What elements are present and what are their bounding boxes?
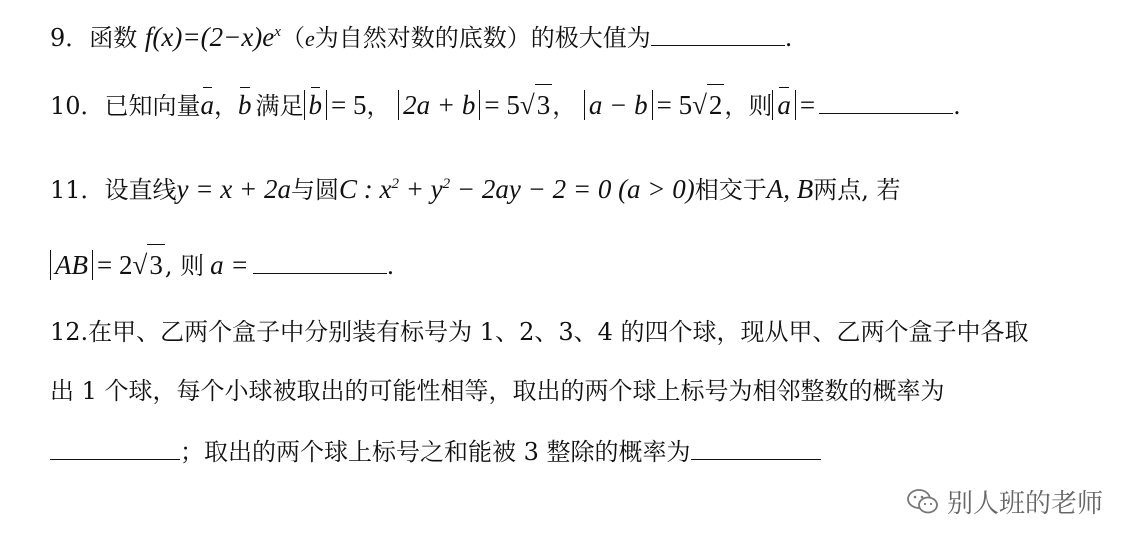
ask: a =: [210, 250, 249, 280]
question-number: 10．: [50, 92, 105, 120]
vector-a: a: [201, 85, 215, 125]
text: ，: [366, 92, 391, 120]
text: ，则: [724, 92, 773, 120]
text: 设直线: [104, 176, 177, 204]
points: A, B: [766, 174, 814, 204]
watermark: [907, 483, 1103, 520]
answer-blank[interactable]: [651, 17, 785, 46]
equals: =: [799, 90, 816, 120]
exponent: 2: [442, 176, 451, 192]
wechat-icon: [907, 488, 939, 516]
line-equation: y = x + 2a: [176, 174, 291, 204]
segment-ab: AB: [50, 250, 93, 280]
norm-a: [772, 90, 796, 120]
text: （: [280, 24, 305, 52]
period: .: [953, 92, 961, 120]
question-number: 11．: [50, 176, 105, 204]
equation-rhs: = 2: [97, 250, 133, 280]
question-12-line-2: 出 1 个球，每个小球被取出的可能性相等，取出的两个球上标号为相邻整数的概率为: [50, 377, 945, 405]
radicand: 3: [535, 84, 553, 125]
formula: [145, 22, 281, 52]
period: .: [386, 252, 395, 280]
vector-b: b: [309, 85, 323, 125]
text: 相交于: [694, 176, 767, 204]
text: ，: [552, 92, 577, 120]
answer-blank[interactable]: [253, 245, 387, 274]
sqrt-sign: √: [519, 90, 535, 120]
radicand: 2: [707, 84, 725, 125]
text: ；取出的两个球上标号之和能被 3 整除的概率为: [180, 438, 691, 466]
radicand: 3: [147, 244, 165, 285]
text: 与圆: [290, 176, 339, 204]
exponent: 2: [391, 176, 399, 192]
question-12-line-1: 12.在甲、乙两个盒子中分别装有标号为 1、2、3、4 的四个球，现从甲、乙两个盒子中各取: [50, 318, 1029, 346]
vector-a: a: [777, 85, 791, 125]
text: 已知向量: [104, 92, 201, 120]
equation-rhs: = 5: [656, 90, 693, 120]
exponent: x: [274, 24, 281, 40]
norm-2a-plus-b: 2a + b: [398, 90, 480, 120]
question-10: [50, 84, 961, 126]
text: ，: [214, 92, 239, 120]
question-11-line-2: [50, 244, 394, 286]
equation-rhs: = 5: [331, 90, 367, 120]
answer-blank-2[interactable]: [691, 431, 821, 460]
text: , 则: [164, 252, 205, 280]
question-11: [50, 164, 901, 210]
circle-equation: [339, 174, 695, 204]
equation-rhs: = 5: [484, 90, 520, 120]
sqrt-sign: √: [132, 250, 148, 280]
text: 两点, 若: [813, 176, 901, 204]
question-9: [50, 12, 792, 59]
question-12-line-3: [50, 431, 821, 472]
answer-blank[interactable]: [819, 85, 953, 114]
question-number: 9．: [50, 24, 90, 52]
watermark-text: 别人班的老师: [946, 489, 1103, 519]
answer-blank-1[interactable]: [50, 431, 180, 460]
text: 满足: [255, 92, 304, 120]
circle-term: C : x: [338, 174, 392, 204]
formula-main: f(x)=(2−x)e: [144, 22, 275, 52]
circle-term: − 2ay − 2 = 0 (a > 0): [450, 174, 695, 204]
text: 函数: [89, 24, 138, 52]
var-e: e: [304, 26, 315, 51]
circle-term: + y: [398, 174, 443, 204]
sqrt-sign: √: [692, 90, 707, 120]
text: 为自然对数的底数）的极大值为: [314, 24, 651, 52]
period: .: [784, 24, 793, 52]
vector-b: b: [238, 85, 252, 125]
norm-a-minus-b: a − b: [584, 90, 653, 120]
norm-b: [304, 90, 328, 120]
